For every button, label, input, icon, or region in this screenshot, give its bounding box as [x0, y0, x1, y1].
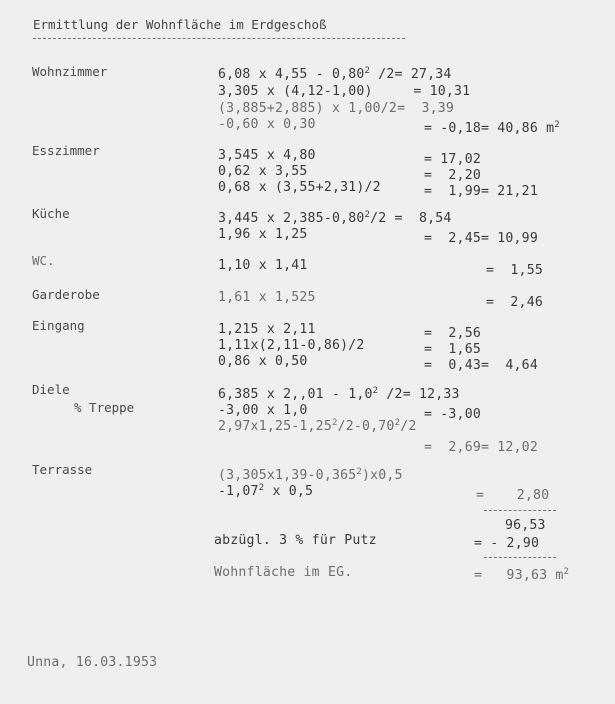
esszimmer-line-3: 0,68 x (3,55+2,31)/2 [218, 180, 381, 195]
title-underline [33, 38, 405, 39]
wohnzimmer-line-4: -0,60 x 0,30 [218, 117, 316, 132]
esszimmer-line-2-result: = 2,20 [424, 168, 481, 183]
room-label-kueche: Küche [32, 206, 70, 221]
result-value: = 93,63 $m^2$ [474, 567, 570, 583]
esszimmer-total: = 1,99= 21,21 [424, 184, 538, 199]
diele-total: = 2,69= 12,02 [424, 440, 538, 455]
room-label-treppe: % Treppe [74, 400, 135, 415]
room-label-diele: Diele [32, 382, 70, 397]
putz-label: abzügl. 3 % für Putz [214, 533, 377, 548]
wohnzimmer-line-2: 3,305 x (4,12-1,00) = 10,31 [218, 84, 471, 99]
subtotal-value: 96,53 [505, 518, 546, 533]
garderobe-total: = 2,46 [486, 295, 543, 310]
room-label-garderobe: Garderobe [32, 287, 100, 302]
wohnzimmer-line-1: 6,08 x 4,55 - 0,80$^2$ /2= 27,34 [218, 66, 452, 82]
terrasse-total: = 2,80 [476, 488, 550, 503]
esszimmer-line-2: 0,62 x 3,55 [218, 164, 308, 179]
terrasse-line-2: -1,07$^2$ x 0,5 [218, 483, 314, 499]
kueche-line-2: 1,96 x 1,25 [218, 227, 308, 242]
place-date: Unna, 16.03.1953 [27, 655, 158, 670]
wc-total: = 1,55 [486, 263, 543, 278]
eingang-line-3: 0,86 x 0,50 [218, 354, 308, 369]
room-label-wohnzimmer: Wohnzimmer [32, 64, 108, 79]
room-label-wc: WC. [32, 253, 55, 268]
wc-line-1: 1,10 x 1,41 [218, 258, 308, 273]
terrasse-line-1: (3,305x1,39-0,365$^2$)x0,5 [218, 467, 403, 483]
eingang-line-1: 1,215 x 2,11 [218, 322, 316, 337]
esszimmer-line-1-result: = 17,02 [424, 152, 481, 167]
eingang-line-1-result: = 2,56 [424, 326, 481, 341]
eingang-total: = 0,43= 4,64 [424, 358, 538, 373]
diele-line-2: -3,00 x 1,0 [218, 403, 308, 418]
wohnzimmer-line-3: (3,885+2,885) x 1,00/2= 3,39 [218, 101, 455, 116]
result-label: Wohnfläche im EG. [214, 565, 353, 580]
kueche-total: = 2,45= 10,99 [424, 231, 538, 246]
subtotal-rule [484, 510, 556, 511]
putz-value: = - 2,90 [474, 536, 540, 551]
garderobe-line-1: 1,61 x 1,525 [218, 290, 316, 305]
eingang-line-2: 1,11x(2,11-0,86)/2 [218, 338, 365, 353]
page-title: Ermittlung der Wohnfläche im Erdgeschoß [33, 17, 327, 32]
esszimmer-line-1: 3,545 x 4,80 [218, 148, 316, 163]
diele-line-3: 2,97x1,25-1,25$^2$/2-0,70$^2$/2 [218, 418, 417, 434]
diele-line-2-result: = -3,00 [424, 407, 481, 422]
kueche-line-1: 3,445 x $2,385-0,80^2/2 = 8,54$ [218, 210, 452, 226]
room-label-esszimmer: Esszimmer [32, 143, 100, 158]
room-label-terrasse: Terrasse [32, 462, 93, 477]
diele-line-1: 6,385 x $2,,01 - 1,0^2$ /2= 12,33 [218, 386, 460, 402]
room-label-eingang: Eingang [32, 318, 85, 333]
wohnzimmer-total: = -0,18= 40,86 $m^2$ [424, 120, 560, 136]
result-rule [484, 557, 556, 558]
eingang-line-2-result: = 1,65 [424, 342, 481, 357]
